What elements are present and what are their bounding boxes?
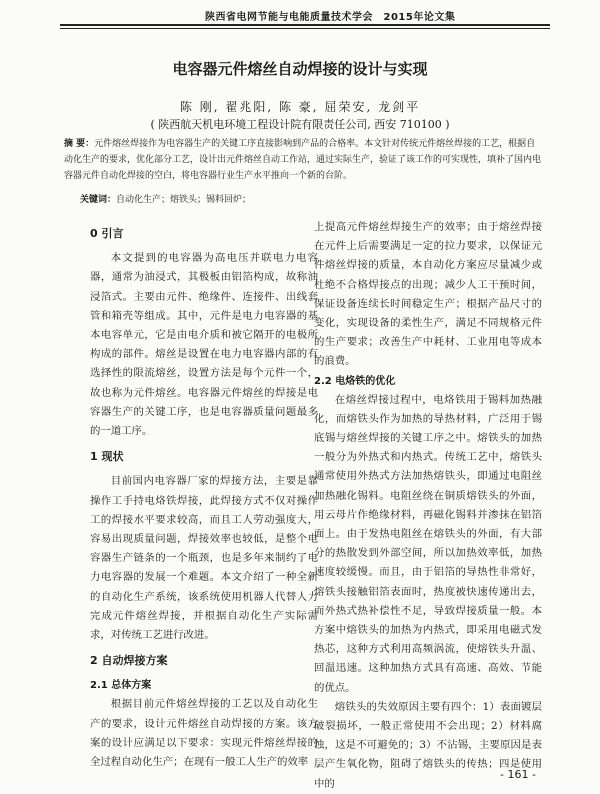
paragraph-status: 目前国内电容器厂家的焊接方法，主要是靠操作工手持电烙铁焊接，此焊接方式不仅对操作工的焊接水平要求较高，而且工人劳动强度大，容易出现质量问题，焊接效率也较低，是整个电容器生产链条的一个瓶颈，也是多年来制约了电力电容器的发展一个难题。本文介绍了一种全新的自动化生产系统，该系统使用机器人代替人力完成元件熔丝焊接，并根据自动化生产实际需求，对传统工艺进行改进。 xyxy=(90,475,318,642)
keywords xyxy=(80,192,540,205)
subsection-heading-overall: 2.1 总体方案 xyxy=(90,680,152,692)
authors: 陈 刚, 翟兆阳, 陈 豪, 屈荣安, 龙剑平 xyxy=(179,100,421,114)
abstract xyxy=(64,136,542,184)
section-heading-intro: 0 引言 xyxy=(90,227,124,240)
keywords-label: 关键词： xyxy=(80,195,117,205)
subsection-heading-iron: 2.2 电烙铁的优化 xyxy=(314,375,396,387)
header-rule-thin xyxy=(60,28,550,29)
paragraph-failure: 熔铁头的失效原因主要有四个：1）表面镀层破裂损坏，一般正常使用不会出现；2）材料腐蚀，这是不可避免的；3）不沾锡，主要原因是表层产生氧化物，阻碍了熔铁头的传热；四是使用中的 xyxy=(314,700,542,790)
keywords-text: 自动化生产；熔铁头；锡料回炉； xyxy=(116,195,252,205)
paragraph-overall: 根据目前元件熔丝焊接的工艺以及自动化生产的要求，设计元件熔丝自动焊接的方案。该方案的设计应满足以下要求：实现元件熔丝焊接的全过程自动化生产；在现有一般工人生产的效率 xyxy=(90,698,318,769)
abstract-label: 摘 要： xyxy=(64,139,95,149)
affiliation: ( 陕西航天机电环境工程设计院有限责任公司, 西安 710100 ) xyxy=(150,118,450,131)
page-number: - 161 - xyxy=(500,768,536,781)
left-column xyxy=(90,218,318,772)
abstract-text: 元件熔丝焊接作为电容器生产的关键工序直接影响到产品的合格率。本文针对传统元件熔丝焊接的工艺，根据自动化生产的要求，优化部分工艺，设计出元件熔丝自动工作站，通过实际生产，验证了该工作的可实现性，填补了国内电容器元件自动化焊接的空白，将电容器行业生产水平推向一个新的台阶。 xyxy=(64,139,542,181)
journal-header: 陕西省电网节能与电能质量技术学会 2015年论文集 xyxy=(205,12,456,23)
paragraph-iron: 在熔丝焊接过程中，电烙铁用于锡料加热融化，而熔铁头作为加热的导热材料，广泛用于锡底锡与熔丝焊接的关键工序之中。熔铁头的加热一般分为外热式和内热式。传统工艺中，熔铁头通常使用外热式方法加热熔铁头，即通过电阻丝加热融化锡料。电阻丝绕在铜质熔铁头的外面，用云母片作绝缘材料，再磁化锡料并渗抹在铝箔面上。由于发热电阻丝在熔铁头的外面，有大部分的热散发到外部空间，所以加热效率低，加热速度较缓慢。而且，由于铝箔的导热性非常好，熔铁头接触铝箔表面时，热度被快速传递出去，而外热式热补偿性不足，导致焊接质量一般。本方案中熔铁头的加热为内热式，即采用电磁式发热芯，这种方式利用高频涡流，使熔铁头升温、回温迅速。这种加热方式具有高速、高效、节能的优点。 xyxy=(314,393,542,694)
header-rule xyxy=(60,24,550,26)
paragraph-intro: 本文提到的电容器为高电压并联电力电容器，通常为油浸式，其极板由铝箔构成，故称油浸箔式。主要由元件、绝缘件、连接件、出线套管和箱壳等组成。其中，元件是电力电容器的基本电容单元，它是由电介质和被它隔开的电极所构成的部件。熔丝是设置在电力电容器内部的有选择性的限流熔丝，设置方法是每个元件一个，故也称为元件熔丝。电容器元件熔丝的焊接是电容器生产的关键工序，也是电容器质量问题最多的一道工序。 xyxy=(90,252,318,438)
section-heading-scheme: 2 自动焊接方案 xyxy=(90,654,168,668)
paragraph-requirements: 上提高元件熔丝焊接生产的效率；由于熔丝焊接在元件上后需要满足一定的拉力要求，以保证元件熔丝焊接的质量，本自动化方案应尽量减少或杜绝不合格焊接点的出现；减少人工干预时间，保证设备连续长时间稳定生产；根据产品尺寸的变化，实现设备的柔性生产，满足不同规格元件的生产要求；改善生产中耗材、工业用电等成本的浪费。 xyxy=(314,221,542,368)
section-heading-status: 1 现状 xyxy=(90,450,124,464)
paper-title: 电容器元件熔丝自动焊接的设计与实现 xyxy=(172,60,428,78)
right-column xyxy=(314,218,542,794)
